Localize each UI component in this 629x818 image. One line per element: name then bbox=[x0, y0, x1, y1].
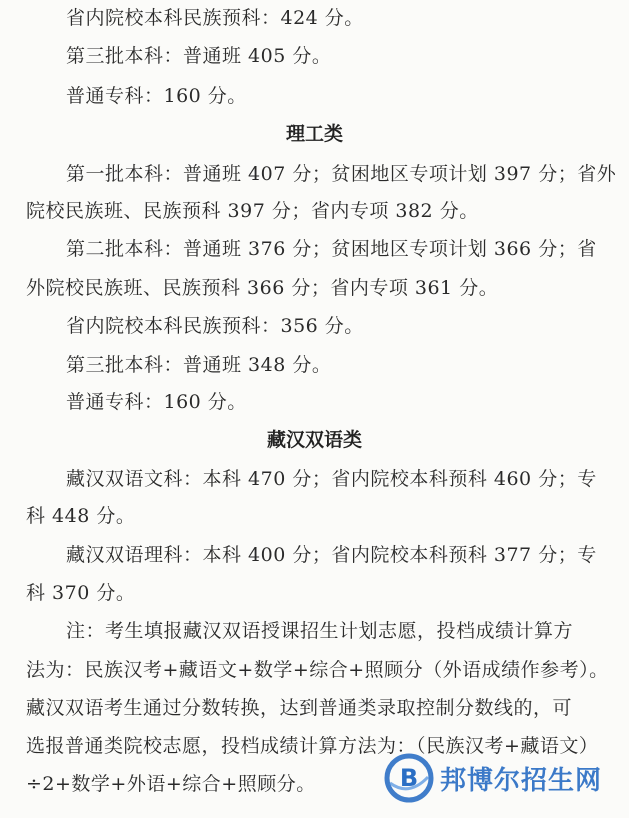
site-logo-icon bbox=[384, 753, 434, 803]
svg-text:B: B bbox=[399, 764, 419, 792]
text-line: 院校民族班、民族预科 397 分；省内专项 382 分。 bbox=[26, 200, 479, 222]
text-line: 注：考生填报藏汉双语授课招生计划志愿，投档成绩计算方 bbox=[66, 620, 574, 642]
text-line: 科 448 分。 bbox=[26, 505, 136, 527]
text-line: 藏汉双语文科：本科 470 分；省内院校本科预科 460 分；专 bbox=[66, 468, 597, 490]
text-line: 普通专科：160 分。 bbox=[66, 85, 247, 107]
section-heading-science: 理工类 bbox=[285, 123, 343, 145]
text-line: 法为：民族汉考+藏语文+数学+综合+照顾分（外语成绩作参考）。 bbox=[26, 659, 609, 681]
text-line: ÷2+数学+外语+综合+照顾分。 bbox=[26, 773, 316, 795]
text-line: 外院校民族班、民族预科 366 分；省内专项 361 分。 bbox=[26, 277, 499, 299]
text-line: 第二批本科：普通班 376 分；贫困地区专项计划 366 分；省 bbox=[66, 238, 597, 260]
text-line: 藏汉双语理科：本科 400 分；省内院校本科预科 377 分；专 bbox=[66, 544, 597, 566]
text-line: 藏汉双语考生通过分数转换，达到普通类录取控制分数线的，可 bbox=[26, 697, 573, 719]
text-line: 第三批本科：普通班 405 分。 bbox=[66, 45, 332, 67]
site-watermark bbox=[384, 748, 624, 808]
text-line: 选报普通类院校志愿，投档成绩计算方法为：（民族汉考+藏语文） bbox=[26, 735, 599, 757]
text-line: 科 370 分。 bbox=[26, 582, 136, 604]
watermark-text: 邦博尔招生网 bbox=[440, 765, 603, 796]
text-line: 普通专科：160 分。 bbox=[66, 391, 247, 413]
text-line: 省内院校本科民族预科：356 分。 bbox=[66, 315, 364, 337]
text-line: 第一批本科：普通班 407 分；贫困地区专项计划 397 分；省外 bbox=[66, 163, 617, 185]
text-line: 第三批本科：普通班 348 分。 bbox=[66, 354, 332, 376]
text-line: 省内院校本科民族预科：424 分。 bbox=[66, 7, 364, 29]
section-heading-bilingual: 藏汉双语类 bbox=[266, 429, 362, 451]
